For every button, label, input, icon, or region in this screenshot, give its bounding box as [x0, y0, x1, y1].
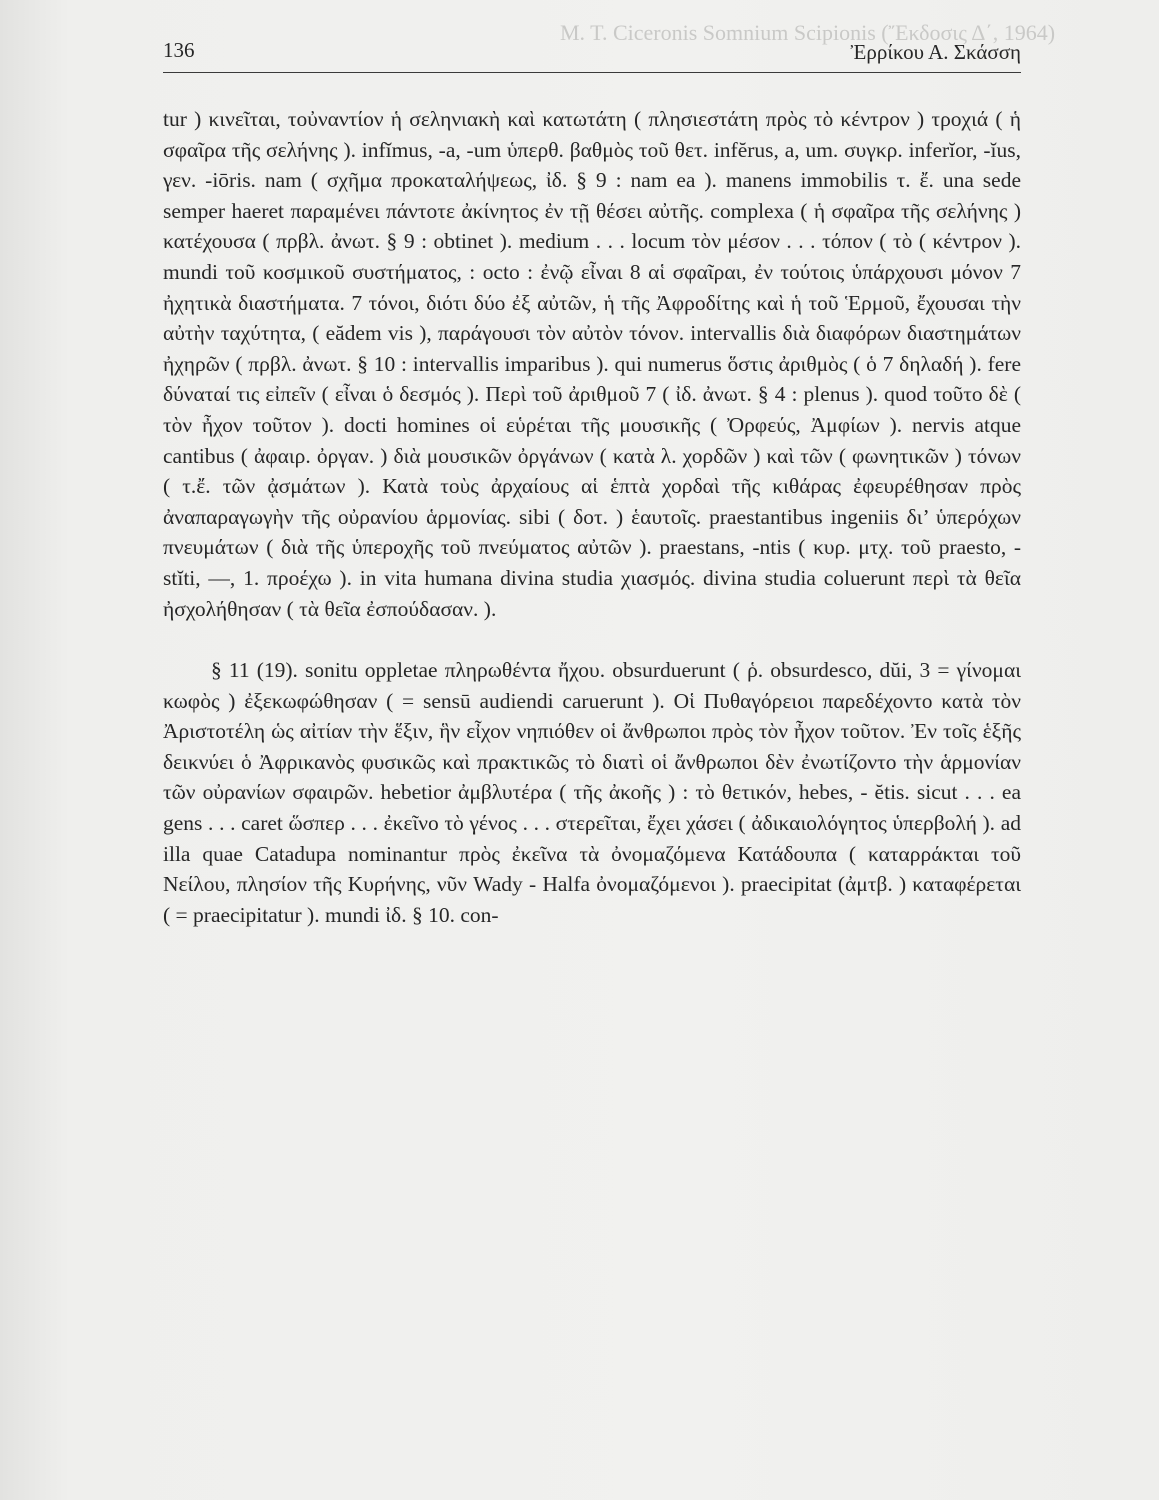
paragraph-commentary-10: tur ) κινεῖται, τοὐναντίον ἡ σεληνιακὴ καὶ κατωτάτη ( πλησιεστάτη πρὸς τὸ κέντρον ) τροχιά ( ἡ σφαῖρα τῆς σελήνης ). infĭmus, -a, -um ὑπερθ. βαθμὸς τοῦ θετ. infĕrus, a, um. συγκρ. inferĭor, -ĭus, γεν. -iōris. nam ( σχῆμα προκαταλήψεως, ἰδ. § 9 : nam ea ). manens immobilis τ. ἔ. una sede semper haeret παραμένει πάντοτε ἀκίνητος ἐν τῇ θέσει αὐτῆς. complexa ( ἡ σφαῖρα τῆς σελήνης ) κατέχουσα ( πρβλ. ἀνωτ. § 9 : obtinet ). medium . . . locum τὸν μέσον . . . τόπον ( τὸ ( κέντρον ). mundi τοῦ κοσμικοῦ συστήματος, : octo : ἐνῷ εἶναι 8 αἱ σφαῖραι, ἐν τούτοις ὑπάρχουσι μόνον 7 ἠχητικὰ διαστήματα. 7 τόνοι, διότι δύο ἐξ αὐτῶν, ἡ τῆς Ἀφροδίτης καὶ ἡ τοῦ Ἑρμοῦ, ἔχουσαι τὴν αὐτὴν ταχύτητα, ( eădem vis ), παράγουσι τὸν αὐτὸν τόνον. intervallis διὰ διαφόρων διαστημάτων ἠχηρῶν ( πρβλ. ἀνωτ. § 10 : intervallis imparibus ). qui numerus ὅστις ἀριθμὸς ( ὁ 7 δηλαδή ). fere δύναταί τις εἰπεῖν ( εἶναι ὁ δεσμός ). Περὶ τοῦ ἀριθμοῦ 7 ( ἰδ. ἀνωτ. § 4 : plenus ). quod τοῦτο δὲ ( τὸν ἦχον τοῦτον ). docti homines οἱ εὑρέται τῆς μουσικῆς ( Ὀρφεύς, Ἀμφίων ). nervis atque cantibus ( ἀφαιρ. ὀργαν. ) διὰ μουσικῶν ὀργάνων ( κατὰ λ. χορδῶν ) καὶ τῶν ( φωνητικῶν ) τόνων ( τ.ἔ. τῶν ᾀσμάτων ). Κατὰ τοὺς ἀρχαίους αἱ ἑπτὰ χορδαὶ τῆς κιθάρας ἐφευρέθησαν πρὸς ἀναπαραγωγὴν τῆς οὐρανίου ἁρμονίας. sibi ( δοτ. ) ἑαυτοῖς. praestantibus ingeniis δι’ ὑπερόχων πνευμάτων ( διὰ τῆς ὑπεροχῆς τοῦ πνεύματος αὐτῶν ). praestans, -ntis ( κυρ. μτχ. τοῦ praesto, -stĭti, —, 1. προέχω ). in vita humana divina studia χιασμός. divina studia coluerunt περὶ τὰ θεῖα ἠσχολήθησαν ( τὰ θεῖα ἐσπούδασαν. ). [163, 107, 1021, 621]
page-number: 136 [163, 38, 195, 62]
paragraph-commentary-11: § 11 (19). sonitu oppletae πληρωθέντα ἤχου. obsurduerunt ( ῥ. obsurdesco, dŭi, 3 = γίνομαι κωφὸς ) ἐξεκωφώθησαν ( = sensū audiendi caruerunt ). Οἱ Πυθαγόρειοι παρεδέχοντο κατὰ τὸν Ἀριστοτέλη ὡς αἰτίαν τὴν ἕξιν, ἣν εἶχον νηπιόθεν οἱ ἄνθρωποι πρὸς τὸν ἦχον τοῦτον. Ἐν τοῖς ἑξῆς δεικνύει ὁ Ἀφρικανὸς φυσικῶς καὶ πρακτικῶς τὸ διατὶ οἱ ἄνθρωποι δὲν ἐνωτίζοντο τὴν ἁρμονίαν τῶν οὐρανίων σφαιρῶν. hebetior ἀμβλυτέρα ( τῆς ἀκοῆς ) : τὸ θετικόν, hebes, - ĕtis. sicut . . . ea gens . . . caret ὥσπερ . . . ἐκεῖνο τὸ γένος . . . στερεῖται, ἔχει χάσει ( ἀδικαιολόγητος ὑπερβολή ). ad illa quae Catadupa nominantur πρὸς ἐκεῖνα τὰ ὀνομαζόμενα Κατάδουπα ( καταρράκται τοῦ Νείλου, πλησίον τῆς Κυρήνης, νῦν Wady - Halfa ὀνομαζόμενοι ). praecipitat (ἀμτβ. ) καταφέρεται ( = praecipitatur ). mundi ἰδ. § 10. con- [163, 658, 1021, 927]
bleed-through-text: M. T. Ciceronis Somnium Scipionis (Ἔκδοσις Δ΄, 1964) [560, 20, 1056, 45]
page-body [163, 104, 1021, 930]
page-header [163, 32, 1021, 73]
running-head: Ἐρρίκου Α. Σκάσση [850, 40, 1021, 64]
